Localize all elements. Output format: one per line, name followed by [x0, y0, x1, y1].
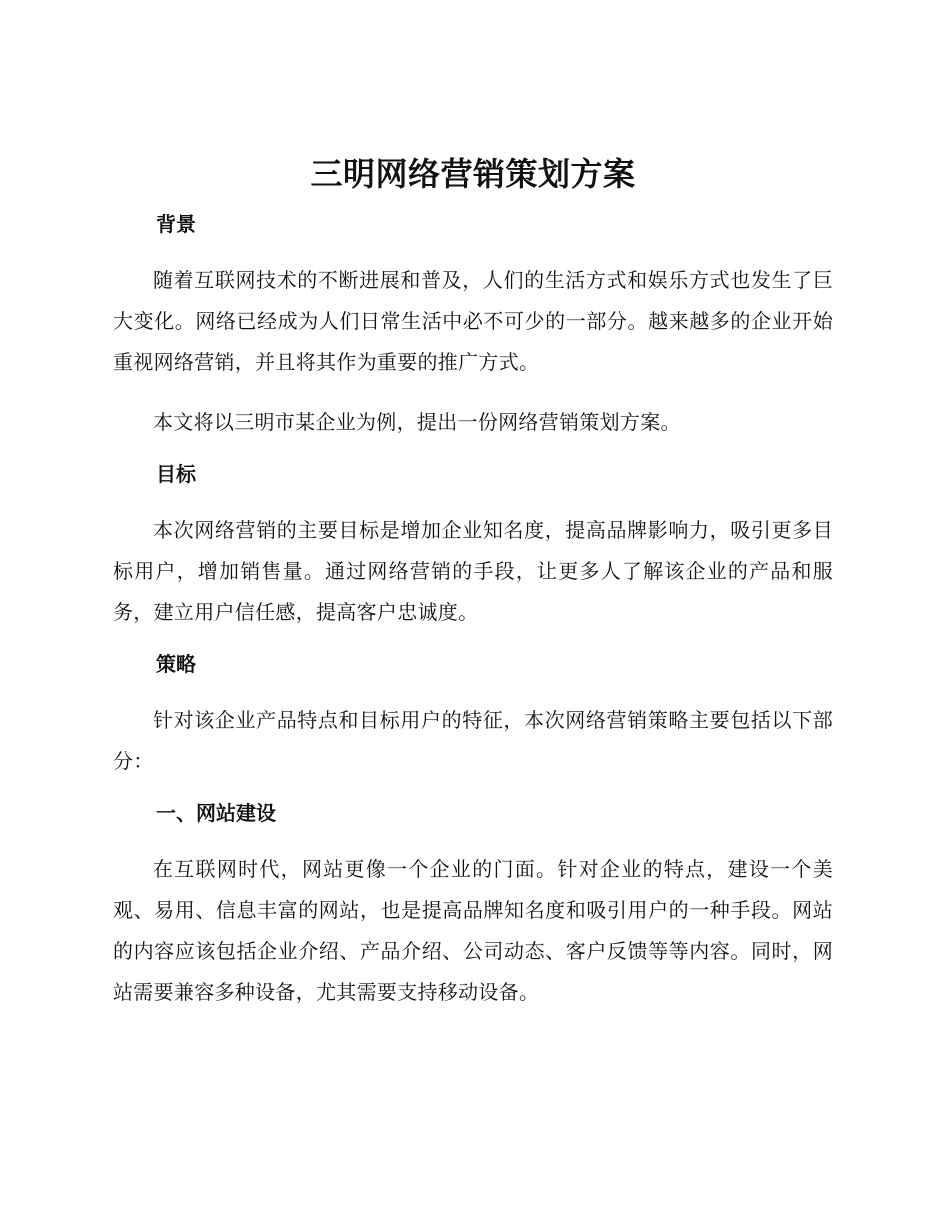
paragraph: 本次网络营销的主要目标是增加企业知名度，提高品牌影响力，吸引更多目标用户，增加销售量。通过网络营销的手段，让更多人了解该企业的产品和服务，建立用户信任感，提高客户忠诚度。: [113, 518, 833, 624]
section-heading-goal: 目标: [156, 462, 196, 486]
section-heading-website-construction: 一、网站建设: [156, 801, 276, 825]
document-title: 三明网络营销策划方案: [310, 155, 636, 193]
section-strategy: [113, 652, 833, 782]
paragraph: 针对该企业产品特点和目标用户的特征，本次网络营销策略主要包括以下部分：: [113, 708, 833, 773]
section-background: [113, 212, 833, 443]
paragraph: 本文将以三明市某企业为例，提出一份网络营销策划方案。: [153, 410, 681, 434]
paragraph: 在互联网时代，网站更像一个企业的门面。针对企业的特点，建设一个美观、易用、信息丰富的网站，也是提高品牌知名度和吸引用户的一种手段。网站的内容应该包括企业介绍、产品介绍、公司动态、客户反馈等等内容。同时，网站需要兼容多种设备，尤其需要支持移动设备。: [113, 857, 833, 1004]
section-heading-strategy: 策略: [156, 652, 196, 676]
section-website-construction: [113, 801, 833, 1013]
section-goal: [113, 462, 833, 633]
section-heading-background: 背景: [156, 212, 196, 236]
document-body: [113, 150, 833, 1032]
paragraph: 随着互联网技术的不断进展和普及，人们的生活方式和娱乐方式也发生了巨大变化。网络已经成为人们日常生活中必不可少的一部分。越来越多的企业开始重视网络营销，并且将其作为重要的推广方式。: [113, 268, 833, 374]
